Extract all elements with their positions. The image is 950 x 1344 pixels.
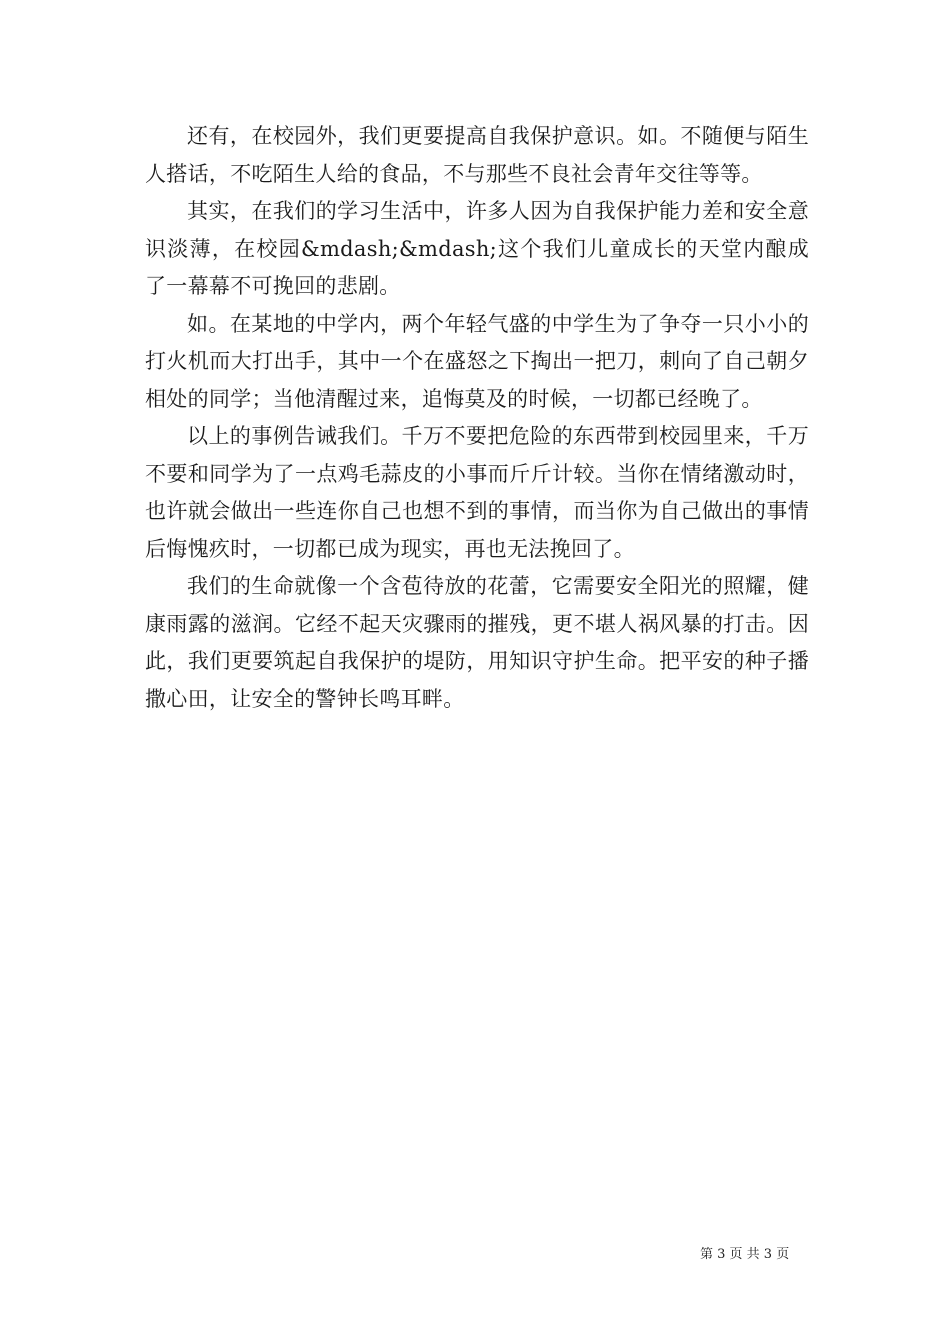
- paragraph-3: 如。在某地的中学内，两个年轻气盛的中学生为了争夺一只小小的打火机而大打出手，其中一个在盛怒之下掏出一把刀，刺向了自己朝夕相处的同学；当他清醒过来，追悔莫及的时候，一切都已经晚了。: [145, 311, 809, 411]
- paragraph-4: 以上的事例告诫我们。千万不要把危险的东西带到校园里来，千万不要和同学为了一点鸡毛蒜皮的小事而斤斤计较。当你在情绪激动时，也许就会做出一些连你自己也想不到的事情，而当你为自己做出的事情后悔愧疚时，一切都已成为现实，再也无法挽回了。: [145, 424, 809, 561]
- paragraph-5: 我们的生命就像一个含苞待放的花蕾，它需要安全阳光的照耀，健康雨露的滋润。它经不起天灾骤雨的摧残，更不堪人祸风暴的打击。因此，我们更要筑起自我保护的堤防，用知识守护生命。把平安的种子播撒心田，让安全的警钟长鸣耳畔。: [145, 574, 809, 711]
- document-body: [145, 118, 809, 718]
- page-number-footer: 第 3 页 共 3 页: [700, 1247, 790, 1262]
- paragraph-1: 还有，在校园外，我们更要提高自我保护意识。如。不随便与陌生人搭话，不吃陌生人给的食品，不与那些不良社会青年交往等等。: [145, 124, 809, 186]
- paragraph-2: 其实，在我们的学习生活中，许多人因为自我保护能力差和安全意识淡薄，在校园&mdash;&mdash;这个我们儿童成长的天堂内酿成了一幕幕不可挽回的悲剧。: [145, 199, 809, 298]
